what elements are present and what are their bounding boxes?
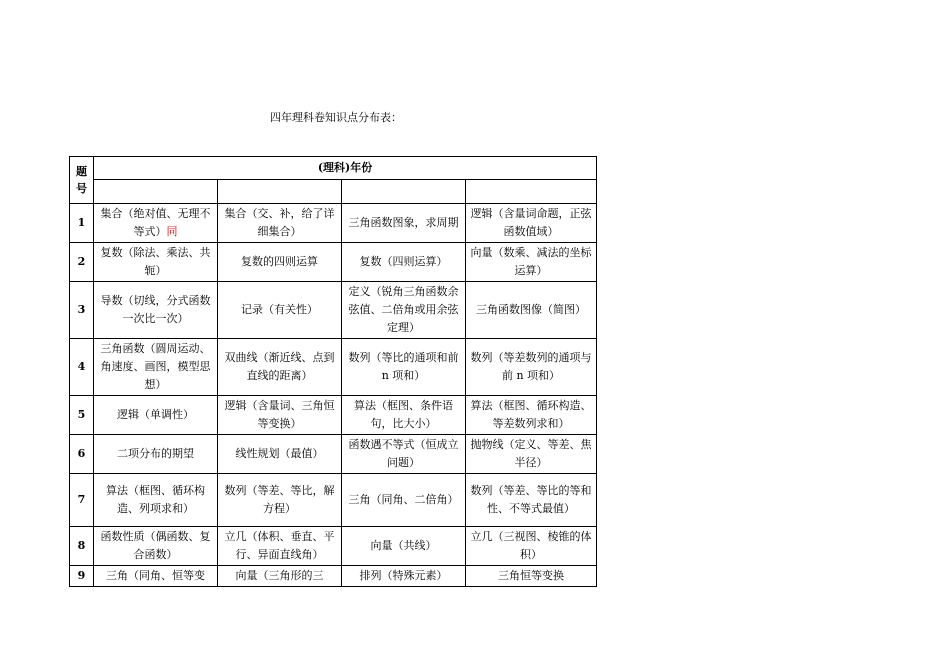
topic-cell [94, 396, 218, 435]
topic-text: 算法（框图、循环构造、等差数列求和） [470, 399, 592, 430]
header-year-1 [94, 180, 218, 204]
topic-cell [94, 527, 218, 566]
topic-cell [94, 282, 218, 339]
topic-text: 集合（绝对值、无理不等式） [100, 207, 211, 238]
topic-text: 集合（交、补，给了详细集合） [224, 207, 335, 238]
topic-cell [218, 396, 342, 435]
topic-text: 向量（数乘、减法的坐标运算） [470, 246, 592, 277]
topic-cell [218, 566, 342, 587]
question-number: 1 [70, 204, 94, 243]
topic-cell [342, 339, 466, 396]
page-title: 四年理科卷知识点分布表： [270, 111, 402, 124]
topic-text: 函数遇不等式（恒成立问题） [348, 438, 459, 469]
topic-cell [466, 396, 597, 435]
topic-cell [466, 204, 597, 243]
topic-cell [218, 435, 342, 474]
question-number: 7 [70, 474, 94, 527]
topic-text: 二项分布的期望 [117, 447, 194, 460]
topic-text: 双曲线（渐近线、点到直线的距离） [224, 351, 335, 382]
topic-cell [466, 527, 597, 566]
topic-text: 算法（框图、循环构造、列项求和） [106, 484, 205, 515]
topic-cell [342, 204, 466, 243]
table-row [70, 282, 597, 339]
topic-text: 三角函数（圆周运动、角速度、画图，模型思想） [100, 342, 211, 391]
red-annotation: 同 [166, 225, 178, 238]
table-row [70, 435, 597, 474]
header-year-4 [466, 180, 597, 204]
topic-cell [218, 474, 342, 527]
topic-cell [466, 243, 597, 282]
topic-cell [218, 339, 342, 396]
topic-cell [342, 527, 466, 566]
topic-text: 数列（等比的通项和前 n 项和） [348, 351, 459, 382]
topic-text: 抛物线（定义、等差、焦半径） [470, 438, 592, 469]
topic-text: 逻辑（单调性） [117, 408, 194, 421]
topic-cell [94, 339, 218, 396]
topic-cell [466, 435, 597, 474]
topic-cell [218, 527, 342, 566]
topic-text: 向量（三角形的三 [235, 569, 324, 582]
topic-text: 导数（切线，分式函数一次比一次） [100, 294, 211, 325]
topic-cell [94, 243, 218, 282]
table-row [70, 527, 597, 566]
topic-cell [218, 243, 342, 282]
question-number: 6 [70, 435, 94, 474]
question-number: 9 [70, 566, 94, 587]
table-row [70, 204, 597, 243]
topic-cell [466, 474, 597, 527]
question-number: 5 [70, 396, 94, 435]
topic-text: 复数（除法、乘法、共轭） [100, 246, 211, 277]
topic-text: 排列（特殊元素） [359, 569, 448, 582]
topic-text: 三角（同角、二倍角） [348, 493, 459, 506]
topic-text: 立几（体积、垂直、平行、异面直线角） [224, 530, 335, 561]
topic-cell [94, 435, 218, 474]
topic-text: 向量（共线） [370, 539, 437, 552]
topic-text: 三角函数图象，求周期 [348, 216, 459, 229]
topic-text: 算法（框图、条件语句，比大小） [354, 399, 453, 430]
topic-cell [342, 474, 466, 527]
topic-text: 三角（同角、恒等变 [106, 569, 205, 582]
table-row [70, 339, 597, 396]
topic-text: 立几（三视图、棱锥的体积） [470, 530, 592, 561]
topic-text: 定义（锐角三角函数余弦值、二倍角或用余弦定理） [348, 285, 459, 334]
topic-text: 逻辑（含量词、三角恒等变换） [224, 399, 335, 430]
topic-cell [342, 282, 466, 339]
table-row [70, 474, 597, 527]
topic-text: 线性规划（最值） [235, 447, 324, 460]
question-number: 2 [70, 243, 94, 282]
header-year-group: (理科)年份 [94, 157, 597, 180]
topic-text: 数列（等差、等比的等和性、不等式最值） [470, 484, 592, 515]
topic-cell [466, 282, 597, 339]
question-number: 3 [70, 282, 94, 339]
topic-text: 三角函数图像（简图） [476, 303, 587, 316]
topic-text: 复数（四则运算） [359, 255, 448, 268]
topic-cell [466, 339, 597, 396]
question-number: 8 [70, 527, 94, 566]
topic-cell [94, 204, 218, 243]
knowledge-distribution-table [69, 156, 597, 587]
topic-cell [94, 474, 218, 527]
topic-cell [342, 243, 466, 282]
header-year-3 [342, 180, 466, 204]
header-question-number: 题号 [70, 157, 94, 204]
topic-text: 复数的四则运算 [241, 255, 318, 268]
table-row [70, 566, 597, 587]
topic-cell [94, 566, 218, 587]
table-row [70, 396, 597, 435]
topic-cell [466, 566, 597, 587]
topic-cell [342, 566, 466, 587]
topic-text: 数列（等差数列的通项与前 n 项和） [470, 351, 592, 382]
topic-cell [218, 204, 342, 243]
topic-text: 逻辑（含量词命题，正弦函数值域） [470, 207, 592, 238]
question-number: 4 [70, 339, 94, 396]
topic-cell [218, 282, 342, 339]
topic-cell [342, 435, 466, 474]
topic-text: 数列（等差、等比，解方程） [224, 484, 335, 515]
topic-text: 函数性质（偶函数、复合函数） [100, 530, 211, 561]
topic-text: 记录（有关性） [241, 303, 318, 316]
topic-cell [342, 396, 466, 435]
topic-text: 三角恒等变换 [498, 569, 565, 582]
table-row [70, 243, 597, 282]
header-year-2 [218, 180, 342, 204]
